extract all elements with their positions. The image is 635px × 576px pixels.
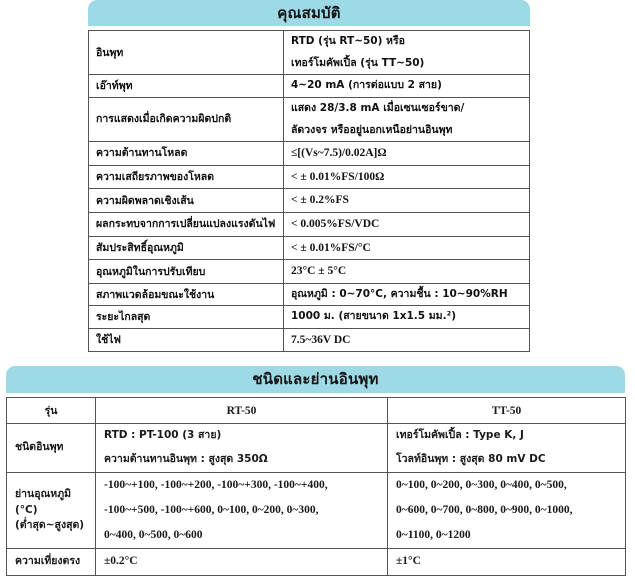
- value-line: อุณหภูมิ : 0~70°C, ความชื้น : 10~90%RH: [291, 288, 508, 301]
- value-line: ความต้านทานอินพุท : สูงสุด 350Ω: [104, 452, 268, 465]
- row-label-accuracy: [7, 549, 96, 575]
- table-row: [89, 306, 530, 328]
- row-label-temperature-range: [7, 472, 96, 549]
- value-line: 7.5~36V DC: [291, 333, 351, 346]
- value-line: RTD : PT-100 (3 สาย): [104, 429, 222, 442]
- specifications-banner-title: คุณสมบัติ: [88, 0, 530, 26]
- table-row: [89, 328, 530, 352]
- value-line: ±1°C: [396, 555, 421, 568]
- value-line: 23°C ± 5°C: [291, 265, 347, 278]
- table-row: [7, 472, 626, 549]
- spec-label-operating-environment: สภาพแวดล้อมขณะใช้งาน: [89, 284, 284, 306]
- input-types-section: [0, 366, 635, 576]
- value-line: 4~20 mA (การต่อแบบ 2 สาย): [291, 79, 442, 92]
- spec-value-load-resistance: [284, 142, 530, 166]
- rt50-input-type: [96, 424, 388, 473]
- spec-label-load-stability: ความเสถียรภาพของโหลด: [89, 165, 284, 189]
- spec-value-temp-coefficient: [284, 236, 530, 260]
- spec-value-load-stability: [284, 165, 530, 189]
- rt50-accuracy: [96, 549, 388, 575]
- spec-label-fault-indication: การแสดงเมื่อเกิดความผิดปกติ: [89, 97, 284, 141]
- table-row: [89, 75, 530, 97]
- value-line: < ± 0.2%FS: [291, 194, 349, 207]
- specifications-table: [88, 30, 530, 352]
- spec-label-calibration-temp: อุณหภูมิในการปรับเทียบ: [89, 260, 284, 284]
- tt50-temperature-range: [388, 472, 626, 549]
- spec-label-voltage-effect: ผลกระทบจากการเปลี่ยนแปลงแรงดันไฟ: [89, 213, 284, 237]
- input-types-table-body: [7, 398, 626, 576]
- value-line: เทอร์โมคัพเปิ้ล (รุ่น TT~50): [291, 57, 425, 70]
- table-row: [89, 213, 530, 237]
- spec-value-linearity-error: [284, 189, 530, 213]
- spec-value-voltage-effect: [284, 213, 530, 237]
- spec-label-load-resistance: ความต้านทานโหลด: [89, 142, 284, 166]
- value-line: ลัดวงจร หรืออยู่นอกเหนือย่านอินพุท: [291, 123, 453, 136]
- column-header-rt50: RT-50: [96, 398, 388, 424]
- spec-value-operating-environment: [284, 284, 530, 306]
- value-line: < ± 0.01%FS/°C: [291, 241, 371, 254]
- column-header-tt50: TT-50: [388, 398, 626, 424]
- spec-value-calibration-temp: [284, 260, 530, 284]
- value-line: -100~+500, -100~+600, 0~100, 0~200, 0~300,: [104, 503, 319, 516]
- value-line: 0~100, 0~200, 0~300, 0~400, 0~500,: [396, 478, 567, 491]
- table-row: [89, 260, 530, 284]
- spec-value-fault-indication: [284, 97, 530, 141]
- value-line: < ± 0.01%FS/100Ω: [291, 170, 385, 183]
- table-row: [89, 97, 530, 141]
- table-header-row: [7, 398, 626, 424]
- spec-label-linearity-error: ความผิดพลาดเชิงเส้น: [89, 189, 284, 213]
- row-label-input-type: [7, 424, 96, 473]
- label-line: ชนิดอินพุท: [15, 441, 64, 454]
- column-header-model: รุ่น: [7, 398, 96, 424]
- table-row: [7, 549, 626, 575]
- value-line: 0~600, 0~700, 0~800, 0~900, 0~1000,: [396, 503, 573, 516]
- spec-value-output: [284, 75, 530, 97]
- spec-value-max-distance: [284, 306, 530, 328]
- value-line: -100~+100, -100~+200, -100~+300, -100~+400,: [104, 478, 328, 491]
- value-line: 1000 ม. (สายขนาด 1x1.5 มม.²): [291, 310, 456, 323]
- value-line: 0~400, 0~500, 0~600: [104, 529, 203, 542]
- value-line: ±0.2°C: [104, 555, 138, 568]
- value-line: เทอร์โมคัพเปิ้ล : Type K, J: [396, 429, 524, 442]
- value-line: แสดง 28/3.8 mA เมื่อเซนเซอร์ขาด/: [291, 101, 465, 114]
- spec-label-temp-coefficient: สัมประสิทธิ์อุณหภูมิ: [89, 236, 284, 260]
- spec-label-input: อินพุท: [89, 31, 284, 75]
- input-types-banner-title: ชนิดและย่านอินพุท: [6, 366, 625, 393]
- tt50-accuracy: [388, 549, 626, 575]
- table-row: [89, 31, 530, 75]
- specifications-table-body: [89, 31, 530, 352]
- label-line: ย่านอุณหภูมิ (°C): [15, 487, 72, 516]
- label-line: (ต่ำสุด~สูงสุด): [15, 519, 85, 532]
- table-row: [89, 165, 530, 189]
- table-row: [7, 424, 626, 473]
- table-row: [89, 189, 530, 213]
- value-line: 0~1100, 0~1200: [396, 529, 471, 542]
- value-line: โวลท์อินพุท : สูงสุด 80 mV DC: [396, 452, 546, 465]
- input-types-table: [6, 397, 626, 576]
- table-row: [89, 236, 530, 260]
- value-line: RTD (รุ่น RT~50) หรือ: [291, 35, 405, 47]
- rt50-temperature-range: [96, 472, 388, 549]
- spec-label-power-supply: ใช้ไฟ: [89, 328, 284, 352]
- tt50-input-type: [388, 424, 626, 473]
- spec-value-input: [284, 31, 530, 75]
- spec-label-max-distance: ระยะไกลสุด: [89, 306, 284, 328]
- spec-value-power-supply: [284, 328, 530, 352]
- value-line: < 0.005%FS/VDC: [291, 218, 380, 231]
- table-row: [89, 284, 530, 306]
- spec-label-output: เอ๊าท์พุท: [89, 75, 284, 97]
- value-line: ≤[(Vs~7.5)/0.02A]Ω: [291, 147, 387, 160]
- table-row: [89, 142, 530, 166]
- label-line: ความเที่ยงตรง: [15, 555, 81, 568]
